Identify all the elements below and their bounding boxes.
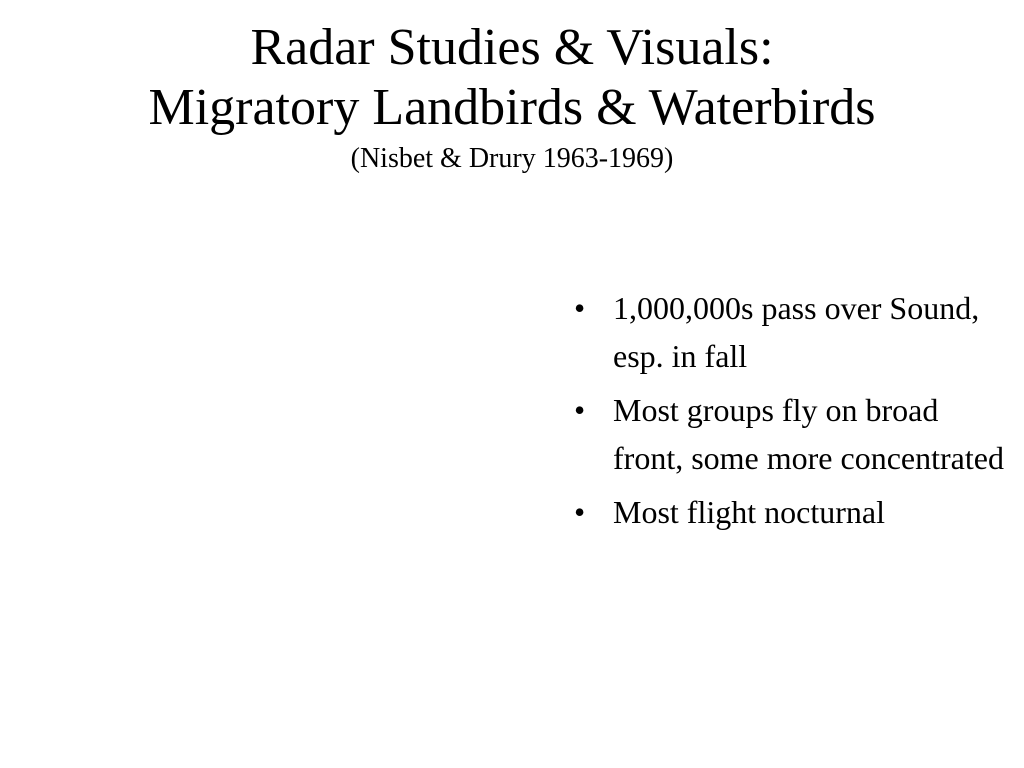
bullet-list	[574, 284, 1004, 542]
title-line-1: Radar Studies & Visuals:	[250, 19, 774, 76]
bullet-item	[574, 386, 1004, 482]
bullet-marker: •	[574, 494, 586, 530]
bullet-text: 1,000,000s pass over Sound, esp. in fall	[613, 290, 980, 374]
slide-subtitle: (Nisbet & Drury 1963-1969)	[350, 143, 674, 174]
bullet-marker: •	[574, 392, 586, 428]
bullet-item	[574, 284, 1004, 380]
bullet-text: Most groups fly on broad front, some more concentrated	[613, 392, 1004, 476]
bullet-marker: •	[574, 290, 586, 326]
bullet-item	[574, 488, 1004, 536]
slide-title	[0, 18, 1024, 176]
bullet-text: Most flight nocturnal	[613, 494, 885, 530]
title-line-2: Migratory Landbirds & Waterbirds	[148, 79, 876, 136]
